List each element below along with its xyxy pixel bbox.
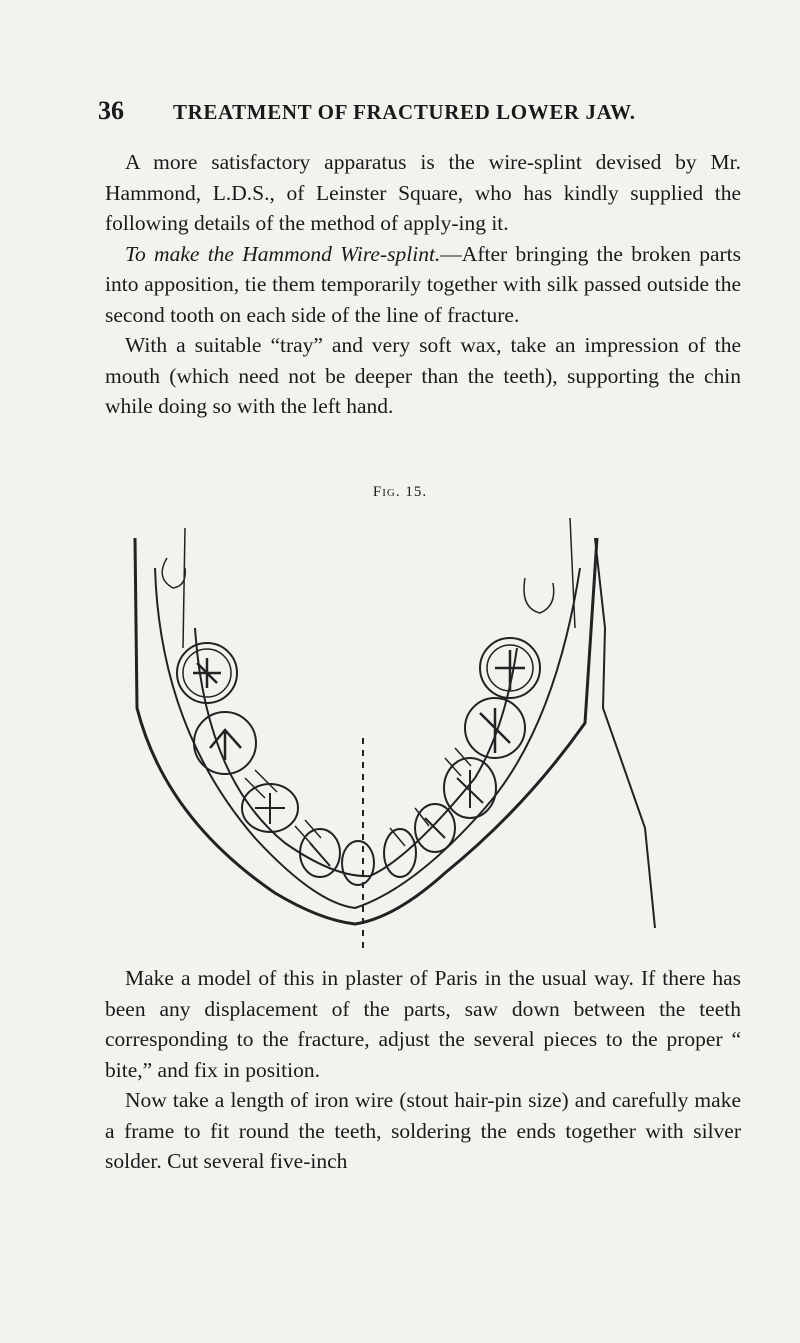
hammond-heading: To make the Hammond Wire-splint. — [125, 241, 441, 266]
paragraph-hammond — [105, 239, 741, 331]
text-block-bottom — [105, 963, 741, 1177]
running-head: TREATMENT OF FRACTURED LOWER JAW. — [173, 100, 636, 124]
page-header — [98, 96, 738, 126]
jaw-wire-splint-illustration — [125, 508, 685, 948]
paragraph-intro: A more satisfactory apparatus is the wire-splint devised by Mr. Hammond, L.D.S., of Leinster Square, who has kindly supplied the following details of the method of apply-ing it. — [105, 150, 741, 235]
paragraph-tray: With a suitable “tray” and very soft wax, take an impression of the mouth (which need not be deeper than the teeth), supporting the chin while doing so with the left hand. — [105, 333, 741, 418]
paragraph-model: Make a model of this in plaster of Paris in the usual way. If there has been any displacement of the parts, saw down between the teeth corresponding to the fracture, adjust the several pieces to the proper “ bite,” and fix in position. — [105, 966, 741, 1082]
paragraph-wire: Now take a length of iron wire (stout hair-pin size) and carefully make a frame to fit round the teeth, soldering the ends together with silver solder. Cut several five-inch — [105, 1088, 741, 1173]
page-number: 36 — [98, 96, 124, 125]
hammond-text: —After bringing the broken parts into apposition, tie them temporarily together with silk passed outside the second tooth on each side of the line of fracture. — [105, 241, 741, 327]
figure-caption: Fig. 15. — [372, 484, 428, 500]
text-block-top — [105, 147, 741, 422]
